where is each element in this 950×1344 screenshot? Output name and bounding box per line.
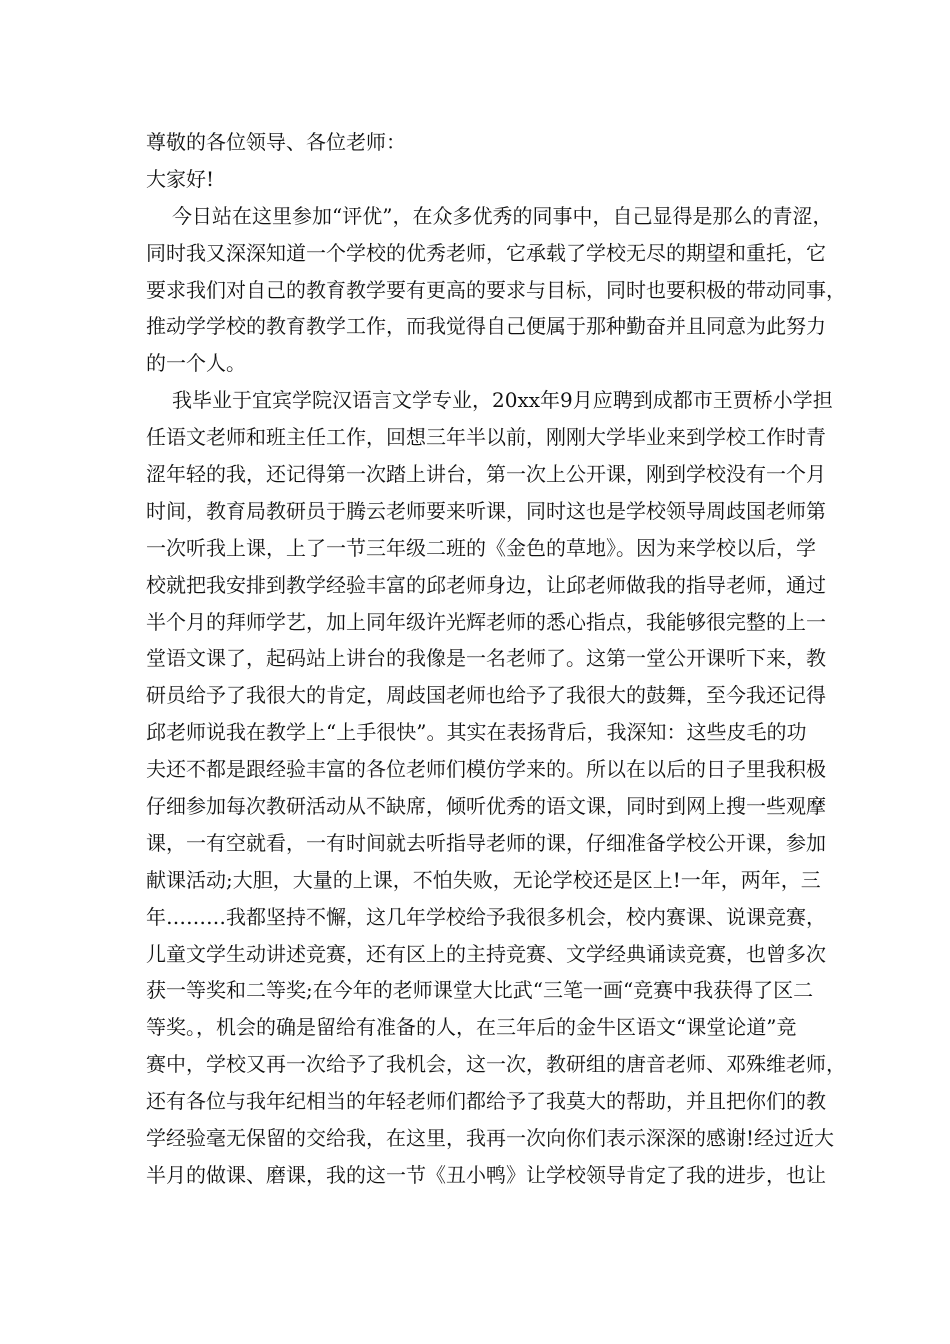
paragraph-line: 半月的做课、磨课，我的这一节《丑小鸭》让学校领导肯定了我的进步，也让 bbox=[146, 1162, 826, 1187]
paragraph-line: 年………我都坚持不懈，这几年学校给予我很多机会，校内赛课、说课竞赛， bbox=[146, 904, 826, 929]
paragraph-line: 还有各位与我年纪相当的年轻老师们都给予了我莫大的帮助，并且把你们的教 bbox=[146, 1089, 826, 1114]
paragraph-line: 任语文老师和班主任工作，回想三年半以前，刚刚大学毕业来到学校工作时青 bbox=[146, 425, 826, 450]
paragraph-line: 时间，教育局教研员于腾云老师要来听课，同时这也是学校领导周歧国老师第 bbox=[146, 498, 826, 523]
salutation: 尊敬的各位领导、各位老师： bbox=[146, 130, 406, 154]
paragraph-line: 同时我又深深知道一个学校的优秀老师，它承载了学校无尽的期望和重托，它 bbox=[146, 240, 826, 265]
paragraph-line: 校就把我安排到教学经验丰富的邱老师身边，让邱老师做我的指导老师，通过 bbox=[146, 572, 826, 597]
paragraph-line: 我毕业于宜宾学院汉语言文学专业，20xx年9月应聘到成都市王贾桥小学担 bbox=[172, 388, 833, 413]
paragraph-line: 仔细参加每次教研活动从不缺席，倾听优秀的语文课，同时到网上搜一些观摩 bbox=[146, 794, 826, 819]
paragraph-line: 要求我们对自己的教育教学要有更高的要求与目标，同时也要积极的带动同事， bbox=[146, 277, 846, 302]
paragraph-line: 的一个人。 bbox=[146, 351, 246, 376]
paragraph-line: 今日站在这里参加“评优”，在众多优秀的同事中，自己显得是那么的青涩， bbox=[172, 203, 833, 228]
paragraph-line: 学经验毫无保留的交给我，在这里，我再一次向你们表示深深的感谢!经过近大 bbox=[146, 1126, 835, 1151]
paragraph-line: 涩年轻的我，还记得第一次踏上讲台，第一次上公开课，刚到学校没有一个月 bbox=[146, 462, 826, 487]
paragraph-line: 赛中，学校又再一次给予了我机会，这一次，教研组的唐音老师、邓殊维老师， bbox=[146, 1052, 846, 1077]
paragraph-line: 夫还不都是跟经验丰富的各位老师们模仿学来的。所以在以后的日子里我积极 bbox=[146, 757, 826, 782]
paragraph-line: 研员给予了我很大的肯定，周歧国老师也给予了我很大的鼓舞，至今我还记得 bbox=[146, 683, 826, 708]
paragraph-line: 推动学学校的教育教学工作，而我觉得自己便属于那种勤奋并且同意为此努力 bbox=[146, 314, 826, 339]
paragraph-line: 献课活动;大胆，大量的上课，不怕失败，无论学校还是区上!一年，两年，三 bbox=[146, 867, 821, 892]
letter-body bbox=[146, 124, 846, 1194]
greeting: 大家好! bbox=[146, 166, 215, 191]
paragraph-line: 堂语文课了，起码站上讲台的我像是一名老师了。这第一堂公开课听下来，教 bbox=[146, 646, 826, 671]
paragraph-line: 获一等奖和二等奖;在今年的老师课堂大比武“三笔一画“竞赛中我获得了区二 bbox=[146, 978, 814, 1003]
paragraph-line: 半个月的拜师学艺，加上同年级许光辉老师的悉心指点，我能够很完整的上一 bbox=[146, 609, 826, 634]
paragraph-line: 等奖。，机会的确是留给有准备的人，在三年后的金牛区语文“课堂论道”竞 bbox=[146, 1015, 797, 1040]
paragraph-line: 邱老师说我在教学上“上手很快”。其实在表扬背后，我深知：这些皮毛的功 bbox=[146, 720, 807, 745]
paragraph-line: 课，一有空就看，一有时间就去听指导老师的课，仔细准备学校公开课，参加 bbox=[146, 830, 826, 855]
paragraph-line: 儿童文学生动讲述竞赛，还有区上的主持竞赛、文学经典诵读竞赛，也曾多次 bbox=[146, 941, 826, 966]
paragraph-line: 一次听我上课，上了一节三年级二班的《金色的草地》。因为来学校以后，学 bbox=[146, 535, 816, 560]
